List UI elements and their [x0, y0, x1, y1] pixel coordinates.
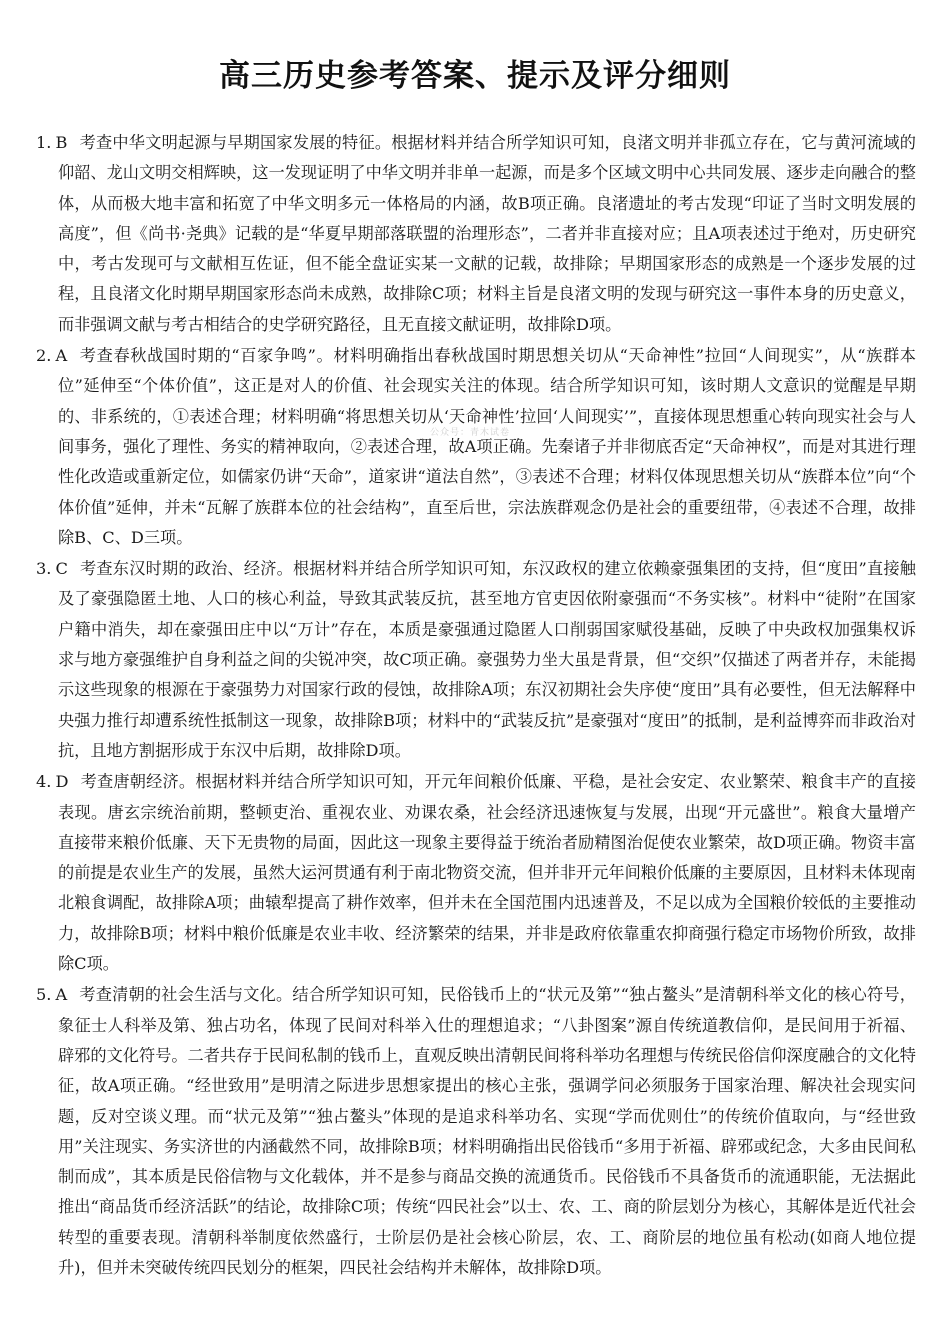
answer-choice: D: [55, 772, 69, 792]
answer-choice: A: [55, 985, 68, 1005]
answer-explanation: 考查中华文明起源与早期国家发展的特征。根据材料并结合所学知识可知，良渚文明并非孤立存在，它与黄河流域的仰韶、龙山文明交相辉映，这一发现证明了中华文明并非单一起源，而是多个区域文明中心共同发展、逐步走向融合的整体，从而极大地丰富和拓宽了中华文明多元一体格局的内涵，故B项正确。良渚遗址的考古发现“印证了当时文明发展的高度”，但《尚书·尧典》记载的是“华夏早期部落联盟的治理形态”，二者并非直接对应；且A项表述过于绝对，历史研究中，考古发现可与文献相互佐证，但不能全盘证实某一文献的记载，故排除；早期国家形态的成熟是一个逐步发展的过程，且良渚文化时期早期国家形态尚未成熟，故排除C项；材料主旨是良渚文明的发现与研究这一事件本身的历史意义，而非强调文献与考古相结合的史学研究路径，且无直接文献证明，故排除D项。: [58, 133, 916, 334]
answer-explanation: 考查东汉时期的政治、经济。根据材料并结合所学知识可知，东汉政权的建立依赖豪强集团的支持，但“度田”直接触及了豪强隐匿土地、人口的核心利益，导致其武装反抗，甚至地方官吏因依附豪强而“不务实核”。材料中“徒附”在国家户籍中消失，却在豪强田庄中以“万计”存在，本质是豪强通过隐匿人口削弱国家赋役基础，反映了中央政权加强集权诉求与地方豪强维护自身利益之间的尖锐冲突，故C项正确。豪强势力坐大虽是背景，但“交织”仅描述了两者并存，未能揭示这些现象的根源在于豪强势力对国家行政的侵蚀，故排除A项；东汉初期社会失序使“度田”具有必要性，但无法解释中央强力推行却遭系统性抵制这一现象，故排除B项；材料中的“武装反抗”是豪强对“度田”的抵制，是利益博弈而非政治对抗，且地方割据形成于东汉中后期，故排除D项。: [58, 559, 916, 760]
answer-choice: A: [55, 346, 68, 366]
answer-explanation: 考查清朝的社会生活与文化。结合所学知识可知，民俗钱币上的“状元及第”“独占鳌头”是清朝科举文化的核心符号，象征士人科举及第、独占功名，体现了民间对科举入仕的理想追求；“八卦图案”源自传统道教信仰，是民间用于祈福、辟邪的文化符号。二者共存于民间私制的钱币上，直观反映出清朝民间将科举功名理想与传统民俗信仰深度融合的文化特征，故A项正确。“经世致用”是明清之际进步思想家提出的核心主张，强调学问必须服务于国家治理、解决社会现实问题，反对空谈义理。而“状元及第”“独占鳌头”体现的是追求科举功名、实现“学而优则仕”的传统价值取向，与“经世致用”关注现实、务实济世的内涵截然不同，故排除B项；材料明确指出民俗钱币“多用于祈福、辟邪或纪念，大多由民间私制而成”，其本质是民俗信物与文化载体，并不是参与商品交换的流通货币。民俗钱币不具备货币的流通职能，无法据此推出“商品货币经济活跃”的结论，故排除C项；传统“四民社会”以士、农、工、商的阶层划分为核心，其解体是近代社会转型的重要表现。清朝科举制度依然盛行，士阶层仍是社会核心阶层，农、工、商阶层的地位虽有松动(如商人地位提升)，但并未突破传统四民划分的框架，四民社会结构并未解体，故排除D项。: [58, 985, 916, 1277]
watermark-text: 公众号：青木试卷: [430, 428, 511, 438]
answer-choice: B: [55, 133, 68, 152]
answer-item-2: [36, 341, 916, 553]
answer-explanation: 考查唐朝经济。根据材料并结合所学知识可知，开元年间粮价低廉、平稳，是社会安定、农业繁荣、粮食丰产的直接表现。唐玄宗统治前期，整顿吏治、重视农业、劝课农桑，社会经济迅速恢复与发展，出现“开元盛世”。粮食大量增产直接带来粮价低廉、天下无贵物的局面，因此这一现象主要得益于统治者励精图治促使农业繁荣，故D项正确。物资丰富的前提是农业生产的发展，虽然大运河贯通有利于南北物资交流，但并非开元年间粮价低廉的主要原因，且材料未体现南北粮食调配，故排除A项；曲辕犁提高了耕作效率，但并未在全国范围内迅速普及，不足以成为全国粮价较低的主要推动力，故排除B项；材料中粮价低廉是农业丰收、经济繁荣的结果，并非是政府依靠重农抑商强行稳定市场物价所致，故排除C项。: [58, 772, 916, 974]
answer-item-4: [36, 767, 916, 979]
answer-number: 4.: [36, 772, 52, 792]
answer-number: 2.: [36, 346, 52, 366]
page-title: 高三历史参考答案、提示及评分细则: [219, 58, 731, 94]
answer-item-3: [36, 554, 916, 766]
answer-item-1: [36, 128, 916, 340]
answer-list: [36, 128, 916, 1284]
answer-number: 1.: [36, 133, 52, 152]
answer-item-5: [36, 980, 916, 1283]
answer-explanation: 考查春秋战国时期的“百家争鸣”。材料明确指出春秋战国时期思想关切从“天命神性”拉回“人间现实”，从“族群本位”延伸至“个体价值”，这正是对人的价值、社会现实关注的体现。结合所学知识可知，该时期人文意识的觉醒是早期的、非系统的，①表述合理；材料明确“将思想关切从‘天命神性’拉回‘人间现实’”，直接体现思想重心转向现实社会与人间事务，强化了理性、务实的精神取向，②表述合理，故A项正确。先秦诸子并非彻底否定“天命神权”，而是对其进行理性化改造或重新定位，如儒家仍讲“天命”，道家讲“道法自然”，③表述不合理；材料仅体现思想关切从“族群本位”向“个体价值”延伸，并未“瓦解了族群本位的社会结构”，直至后世，宗法族群观念仍是社会的重要纽带，④表述不合理，故排除B、C、D三项。: [58, 346, 916, 547]
answer-choice: C: [55, 559, 68, 579]
answer-number: 3.: [36, 559, 52, 579]
answer-number: 5.: [36, 985, 52, 1005]
